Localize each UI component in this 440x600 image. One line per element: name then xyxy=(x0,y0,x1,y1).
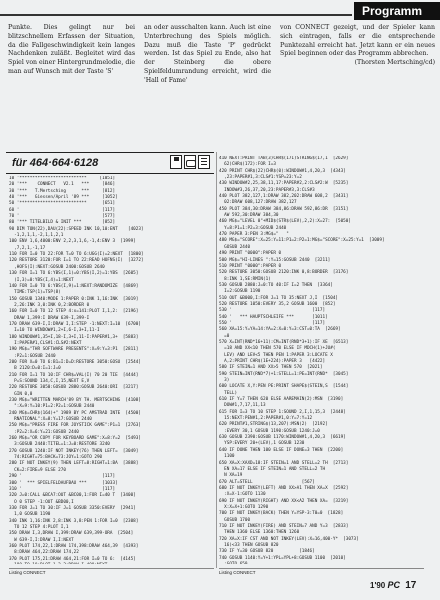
code-line: 220 RESTORE 3050:GOSUB 2880:GOSUB 2640:ORI [3217] xyxy=(9,385,139,391)
code-line: 180 WINDOW#1,35+I,18-I,3+I,11-I:PAPER#1,3+ [5883] xyxy=(9,334,139,340)
code-line: :X=X-1:GOTO 1130 xyxy=(219,492,266,498)
media-icons xyxy=(170,155,210,169)
code-line: 130 FOR I=1 TO 6:YBS(I,1)=0:YBS(I,2)=1:YBS [2605] xyxy=(9,271,139,277)
code-line: 340 INK 1,16:INK 2,8:INK 3,8:PEN 1:FOR I=0 [2308] xyxy=(9,518,139,524)
code-line: 460 MG$="LEVEL 0"+MID$(STR$(LEV),2,2):X=27: [5050] xyxy=(219,219,351,225)
code-line: RNATIONAL":X=8:Y=17:GOSUB 2440 xyxy=(9,417,92,423)
code-line: 590 STEIN=INT(RND*7)+1:STELL=1:PE=INT(RND* [3045] xyxy=(219,371,349,377)
code-listing-left xyxy=(9,176,213,564)
code-line: :EVERY 30,1 GOSUB 1190:GOSUB 1240:J=0 xyxy=(219,428,326,434)
code-line: 570 X=INT(RND*16+11):CM=INT(RND*3+1):IF XE [6513] xyxy=(219,339,349,345)
code-line: GIN 0,0 xyxy=(9,391,33,397)
code-line: 430 WINDOW#2,25,38,11,17:PAPER#2,2:CLS#2:W [5235] xyxy=(219,181,349,187)
code-line: :P2=2:X=6:Y=21:GOSUB 2440 xyxy=(9,429,79,435)
code-line: 30 '*** T.Mertsching *** [812] xyxy=(9,188,116,194)
article-text-3: von CONNECT gezeigt, und der Spieler kann sich eintragen, falls er die entsprechende Punktezahl erreicht hat. Jetzt kann er ein neues Spiel beginnen oder das Programm abbrechen. xyxy=(280,24,435,58)
code-line: 580 IF STEIN=1 AND XX>5 THEN 570 [2021] xyxy=(219,365,323,371)
code-line: 110 FOR I=0 TO 22:FOR T=0 TO 6:UGG(I)=2:NEXT [1800] xyxy=(9,252,144,258)
section-title: Programm xyxy=(354,2,440,20)
code-line: 540 ' *** HAUPTSCHLEIFE *** [1011] xyxy=(219,314,328,320)
code-line: I=10 TO WINDOW#1,2+I,6-I,3+I,11-I xyxy=(9,328,100,334)
code-line: 40 '*** Giessen/April '89 *** [1052] xyxy=(9,195,118,201)
code-line: 20 '*** CONNECT V2.1 *** [846] xyxy=(9,182,116,188)
code-line: YSP:EVERY 20+(LEV),1 GOSUB 1230 xyxy=(219,441,305,447)
code-line: CK=2:FIRE=9 ELSE 270 xyxy=(9,467,66,473)
code-line: 700 IF NOT INKEY(BACK) THEN Y=YSP-3:T0=0 [1828] xyxy=(219,511,344,517)
code-line: 90 DIM TON(22),DAU(22):SPEED INK 10,10:ENT [4023] xyxy=(9,226,144,232)
code-line: 520 RESTORE 1050:EVERY 35,2 GOSUB 1600 [852] xyxy=(219,301,336,307)
code-line: Y=8:P1=1:P2=3:GOSUB 2440 xyxy=(219,225,287,231)
code-line: 140 FOR I=0 TO 6:YBS(I,9)=1:NEXT:RANDOMIZE [4869] xyxy=(9,283,139,289)
code-line: 370 PLOT 175,21:DRAW 464,21:FOR I=0 TO 6: [4145] xyxy=(9,556,136,562)
code-listing-right xyxy=(219,156,424,564)
article-column-1 xyxy=(8,24,135,77)
code-line: 230 MG$="WRITTEN MARCH'89 BY TH. MERTSCHING [4108] xyxy=(9,398,141,404)
code-line: 270 GOSUB 1240:IF NOT INKEY(76) THEN LEFT= [3049] xyxy=(9,448,139,454)
code-line: W 639-I,I:DRAW I,I:NEXT xyxy=(9,537,74,543)
code-line: 440 PLOT 382,127,1:DRAW 382,202:DRAW 608,2 [3431] xyxy=(219,194,349,200)
code-line: 10 '************************** [1051] xyxy=(9,176,116,181)
code-line: ":X=9:Y=10:P1=2:P2=1:GOSUB 2440 xyxy=(9,404,95,410)
code-line: 330 FOR J=1 TO 30:IF J=1 GOSUB 3350:EVERY [2941] xyxy=(9,505,136,511)
code-line: 3) xyxy=(219,378,230,384)
code-line: TIME:TSP(1)=TSP(8) xyxy=(9,290,61,296)
code-line: 02:DRAW 608,127:DRAW 382,127 xyxy=(219,200,297,206)
code-line: 690 IF NOT INKEY(RIGHT) AND XX<A2 THEN XA= [3219] xyxy=(219,498,349,504)
code-line: 530 GOSUB 2880:J=0:TO 40:IF I=2 THEN [3364] xyxy=(219,282,333,288)
code-line: 510 OUT &B000,I:FOR J=1 TO 35:NEXT J,I [1504] xyxy=(219,295,338,301)
header-rule xyxy=(0,14,352,16)
code-line: 680 IF NOT INKEY(LEFT) AND XX>A1 THEN XA=X [2592] xyxy=(219,485,349,491)
code-line: N XA=19 xyxy=(219,473,243,479)
code-line: 740 GOSUB 1140:Y=Y+1:YPL=YPL+8:GOSUB 1100 [2010] xyxy=(219,555,346,561)
article-text-2: an oder ausschalten kann. Auch ist eine Unterbrechung des Spiels möglich. Dazu muß die Taste 'P' gedrückt werden. Ist das Spiel zu Ende, also hat der Steinberg die obere Spielfeldumrandung erreicht, wird die 'Hall of Fame' xyxy=(144,24,271,84)
article-column-3 xyxy=(280,24,435,68)
code-line: X:X=X+1:GOTO 1290 xyxy=(219,504,269,510)
article-text-1: Punkte. Dies gelingt nur bei blitzschnellem Erfassen der Situation, da die Fallgeschwindigkeit kein langes Nachdenken zuläßt. Begleitet wird das Spiel von einer Hintergrundmelodie, die man auf Wunsch mit der Taste 'S' xyxy=(8,24,135,75)
code-line: 1,0 GOSUB 1190 xyxy=(9,512,51,518)
code-line: 360 PLOT 174,22,1:DRAW 174,398:DRAW 464,39 [4393] xyxy=(9,543,139,549)
code-line: 450 PLOT 384,30:DRAW 384,86:DRAW 592,86:DR [3151] xyxy=(219,206,349,212)
code-line: 80 '*** TITELBILD & INIT *** [852] xyxy=(9,220,116,226)
code-line: 190 MG$="THR SOFTWARE PRESENTS":X=9:Y=3:P1 [2811] xyxy=(9,347,139,353)
code-line: 630 GOSUB 2390:GOSUB 1170:WINDOW#1,4,20,3 [6619] xyxy=(219,435,346,441)
page-number: 17 xyxy=(405,580,417,591)
code-line: 1100 xyxy=(219,454,235,460)
code-line: 710 IF NOT INKEY(FIRE) AND STEIN=7 AND Y=3 [2833] xyxy=(219,523,349,529)
code-line: 280 IF NOT INKEY(9) THEN LEFT=8:RIGHT=1:BA [3888] xyxy=(9,461,139,467)
code-line: TELL) xyxy=(219,390,238,396)
code-line: 350 DRAW I,3,DRAW I,399:DRAW 639,399-ORA [2504] xyxy=(9,531,134,537)
code-line: ,HOFS(I):NEXT:GOSUB 2400:GOSUB 2640 xyxy=(9,264,105,270)
author-credit: (Thorsten Mertsching/cd) xyxy=(354,59,435,67)
code-line: B 2120:D=0:I=1:J=0 xyxy=(9,366,61,372)
issue-number: 1'90 xyxy=(370,581,386,590)
code-line: 310 ' [117] xyxy=(9,486,116,492)
code-line: 730 IF Y=30 GOSUB 820 [1846] xyxy=(219,549,315,555)
code-line: 670 ALT=STELL [567] xyxy=(219,479,315,485)
code-line: 620 PRINT#1,STRING$(13,207):MSN(2) [2192] xyxy=(219,422,328,428)
code-line: 62)CHR$(172):FOR I=3 xyxy=(219,162,276,168)
code-line: 560 XA=15:Y=YA=14:YA=2:X=0:Y=3:CST=0:TA [2669] xyxy=(219,327,341,333)
code-line: -1,2,1,1,-2,1,1,2,1 xyxy=(9,233,64,239)
machine-compatibility: für 464·664·6128 xyxy=(12,157,99,169)
code-line: INDOW#3,26,37,20,23:PAPER#3,3:CLS#3 xyxy=(219,187,315,193)
magazine-name: PC xyxy=(387,580,400,590)
code-line: 60 ' [117] xyxy=(9,207,116,213)
code-line: 150 GOSUB 1340:MODE 1:PAPER 0:INK 1,16:INK [3019] xyxy=(9,296,139,302)
code-line: 615 FOR I=3 TO 10 STEP 1:SOUND 2,I,1,15,3 [2448] xyxy=(219,409,346,415)
code-line: =18 AND XX<10 THEN 570 ELSE IF MDCH(1)+JU#( xyxy=(219,346,341,352)
code-line: 640 IF DONE THEN 100 ELSE IF DONE=3 THEN [2200] xyxy=(219,447,344,453)
code-line: 610 IF Y=7 THEN 620 ELSE AAREMAIN(2):MSN [3190] xyxy=(219,397,344,403)
code-line: 250 MG$="PRESS FIRE FOR JOYSTICK GAME":P1=1 [2763] xyxy=(9,423,141,429)
code-line: TO 12 STEP 4:PLOT I,1 xyxy=(9,524,69,530)
code-line: 720 XA=X:IF CST AND NOT INKEY(LEV):X=16,400-Y* [3073] xyxy=(219,536,359,542)
page-footer xyxy=(370,580,416,591)
code-line: 50 '************************** [651] xyxy=(9,201,116,207)
code-line: 16)<33 THEN GOSUB 820 xyxy=(219,542,279,548)
column-divider xyxy=(216,152,217,568)
code-line: 500 MG$="HI-LINES ":Y=15:GOSUB 2440 [3211] xyxy=(219,257,331,263)
code-line xyxy=(219,562,424,564)
code-line: 490 PRINT "0000":PAPER 0 xyxy=(219,251,282,257)
code-line: 650 XA=X:XAXD=18:IF STEIN=1 AND STELL=2 TH [2713] xyxy=(219,460,349,466)
code-line: I=2:GOSUB 1190 xyxy=(219,289,261,295)
code-line: 530 ' [117] xyxy=(219,308,326,314)
listing-label-left: Listing CONNECT xyxy=(9,568,214,575)
code-line: 170 DRAW 639-I,I:DRAW I,I:STEP -1:NEXT:I=10 [6700] xyxy=(9,321,141,327)
code-line: 410 NEXT:PRINT TAB(3)CHR$(171)STRING$(17,1 [2629] xyxy=(219,156,349,161)
code-line: 200 FOR X=0 TO 6:B1=I:D=D:RESTORE 3050:GOSU [2544] xyxy=(9,359,141,365)
code-line: 290 ' [117] xyxy=(9,474,116,480)
code-line: 260 MG$="OR COPY FOR KEYBOARD GAME":X=8:Y=2 [5493] xyxy=(9,436,141,442)
code-line: 320 J=0:CALL &BCA7:OUT &BC00,1:FOR I=40 T [3400] xyxy=(9,493,136,499)
article-column-2 xyxy=(144,24,271,86)
code-line: 420 PRINT CHR$(22)CHR$(0):WINDOW#1,4,20,3 [4343] xyxy=(219,168,346,174)
code-line: 74:RIGHT=75:BACK=73:JOY=1:GOTO 290 xyxy=(9,455,103,461)
code-line: EN XA=17 ELSE IF STEIN=1 AND STELL=2 TH xyxy=(219,466,326,472)
code-line: :P2=1:GOSUB 2440 xyxy=(9,353,56,359)
code-line: THEN 1360 ELSE 1360:THEN 1260 xyxy=(219,530,300,536)
tape-icon xyxy=(184,155,196,169)
code-line: 550 ' [117] xyxy=(219,320,326,326)
listing-label-right: Listing CONNECT xyxy=(219,568,424,575)
code-line: 8:DRAW 464,22:DRAW 174,22 xyxy=(9,550,79,556)
film-icon xyxy=(198,155,210,169)
code-line: ,23:PAPER#1,3:CLS#1:YSP=23:Y=2 xyxy=(219,175,302,181)
code-line: DOW#1,7,17,11,13 xyxy=(219,403,266,409)
code-line: 8:INK 1,SE:RMIN(1) xyxy=(219,276,271,282)
listing-header xyxy=(6,152,214,174)
code-line: O 0 STEP -1:OUT &BD00,I xyxy=(9,499,74,505)
code-line: 600 LOCATE X,Y:PEN PE:PRINT SHAPE$(STEIN,S [1544] xyxy=(219,384,349,390)
code-line: 160 FOR I=0 TO 12 STEP 4:x=141:PLOT I,1,2: [2196] xyxy=(9,309,139,315)
code-line: 480 MG$="SCORE":X=25:Y=11:P1=2:P2=1:MG$="SCORE":X=25:Y=1 [3009] xyxy=(219,238,385,244)
code-line: 3:GOSUB 2440:TITEL=1:J=0:RESTORE 3240 xyxy=(9,442,110,448)
code-line: A,2:PRINT CHR$(1E+224):PAPER 3 [4422] xyxy=(219,359,326,364)
code-line: DRAW 1,399:I DRAW 639-I,399-I xyxy=(9,315,90,321)
code-line: (I,3)=0:YBS(I,4)=1:NEXT xyxy=(9,277,74,283)
code-line: 100 ENV 1,6,4000:ENV 2,2,3,1,6,-1,4:ENV 3 [1999] xyxy=(9,239,136,245)
code-line: 300 ' *** SPIELFELDAUFBAU *** [1033] xyxy=(9,480,118,486)
code-line: 70 ' [577] xyxy=(9,214,116,220)
code-line: ,7,2,1,-1,17 xyxy=(9,245,46,251)
code-line: P=S:SOUND 134,C,I,15,NEXT E,V xyxy=(9,379,90,384)
code-line: LEV) AND LEV<5 THEN PEN 1:PAPER 3:LOCATE X xyxy=(219,352,338,358)
code-line: 2,26:INK 3,0:INK 0,2:BORDER 0 xyxy=(9,302,90,308)
code-line: 120 RESTORE 3120:FOR I=1 TO 22:READ HOFNS(I) [3272] xyxy=(9,258,144,264)
code-line: GOSUB 1700 xyxy=(219,517,251,523)
code-line: 240 MG$=CHR$(164)+" 1989 BY PC AMSTRAD INTE [4500] xyxy=(9,410,141,416)
code-line: =0 xyxy=(219,333,230,339)
code-line: GOSUB 2440 xyxy=(219,244,251,250)
code-line: I:PAPER#1,CLS#1:CLS#2:NEXT xyxy=(9,340,82,346)
code-line: 210 FOR I=1 TO 10:IF CHR$=VAL(I) 70 20 TIE [4444] xyxy=(9,372,139,378)
code-line: AW 592,30:DRAW 384,30 xyxy=(219,213,279,219)
code-line: 470 PAPER 3:PEN 3:MG$=" " xyxy=(219,232,289,238)
code-line xyxy=(9,563,213,564)
disk-icon xyxy=(170,155,182,169)
code-line: 520 RESTORE 3050:GOSUB 2120:INK 0,8:BORDER [3176] xyxy=(219,270,349,276)
code-line: 15:NEXT:PEN#1,2:PAPER#1,0:Y=7:Y=12 xyxy=(219,416,313,422)
code-line: 510 PRINT "0000":PAPER 0 xyxy=(219,263,282,269)
